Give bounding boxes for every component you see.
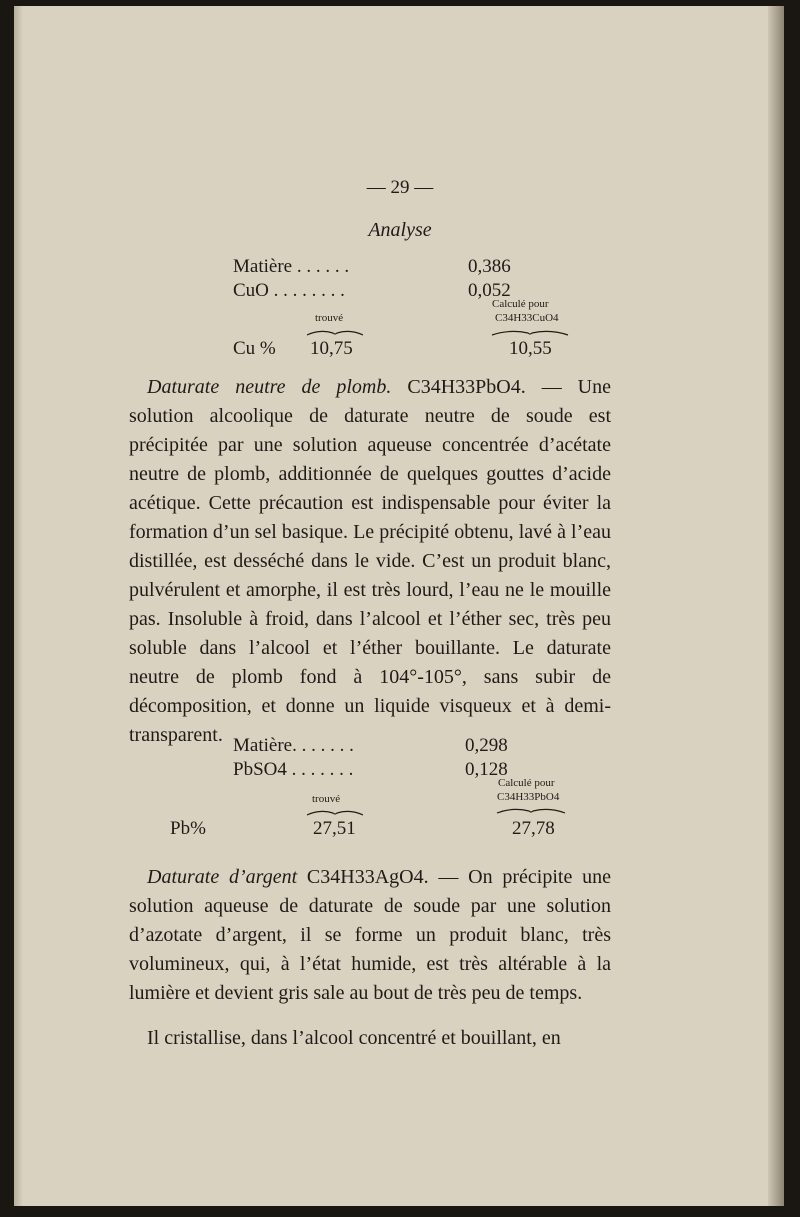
table2-pbso4-label: PbSO4 . . . . . . . xyxy=(233,759,354,780)
table1-matiere-value: 0,386 xyxy=(468,256,511,277)
table1-matiere-label: Matière . . . . . . xyxy=(233,256,350,277)
para2-text: — On précipite une solution aqueuse de daturate de soude par une solution d’azotate d’argent, il se forme un produit blanc, très volumineux, qui, à l’état humide, est très altérable à la lumière et devient gris sale au bout de très peu de temps. xyxy=(129,866,611,1004)
paragraph-silver-daturate xyxy=(129,863,611,1008)
paragraph-crystallise xyxy=(129,1024,611,1053)
table2-calc-header: Calculé pour xyxy=(498,777,555,789)
table2-matiere-value: 0,298 xyxy=(465,735,508,756)
para3-text: Il cristallise, dans l’alcool concentré et bouillant, en xyxy=(147,1027,561,1049)
table2-result-calc: 27,78 xyxy=(512,818,555,839)
table2-calc-formula: C34H33PbO4 xyxy=(497,791,560,803)
table1-calc-formula: C34H33CuO4 xyxy=(495,312,559,324)
table1-calc-header: Calculé pour xyxy=(492,298,549,310)
table2-result-found: 27,51 xyxy=(313,818,356,839)
para1-title: Daturate neutre de plomb. xyxy=(147,376,392,398)
table2-found-header: trouvé xyxy=(312,793,341,805)
table1-cuo-label: CuO . . . . . . . . xyxy=(233,280,345,301)
para1-text: — Une solution alcoolique de daturate neutre de soude est précipitée par une solution aqueuse concentrée d’acétate neutre de plomb, additionnée de quelques gouttes d’acide acétique. Cette précaution est indispensable pour éviter la formation d’un sel basique. Le précipité obtenu, lavé à l’eau distillée, est desséché dans le vide. C’est un produit blanc, pulvérulent et amorphe, il est très lourd, l’eau ne le mouille pas. Insoluble à froid, dans l’alcool et l’éther sec, très peu soluble dans l’alcool et l’éther bouillante. Le daturate neutre de plomb fond à 104°-105°, sans subir de décomposition, et donne un liquide visqueux et à demi-transparent. xyxy=(129,376,611,746)
page-number: — 29 — xyxy=(366,177,434,198)
table2-calc-brace xyxy=(495,805,567,817)
table1-cuo-value: 0,052 xyxy=(468,280,511,301)
table1-result-label: Cu % xyxy=(233,338,276,359)
paragraph-lead-daturate xyxy=(129,373,611,750)
table1-found-header: trouvé xyxy=(315,312,344,324)
table2-pbso4-value: 0,128 xyxy=(465,759,508,780)
table2-matiere-label: Matière. . . . . . . xyxy=(233,735,354,756)
analysis-title: Analyse xyxy=(368,219,432,241)
table1-result-found: 10,75 xyxy=(310,338,353,359)
para2-formula: C34H33AgO4. xyxy=(306,866,429,888)
para1-formula: C34H33PbO4. xyxy=(407,376,526,398)
table2-result-label: Pb% xyxy=(170,818,206,839)
para2-title: Daturate d’argent xyxy=(147,866,298,888)
table1-result-calc: 10,55 xyxy=(509,338,552,359)
